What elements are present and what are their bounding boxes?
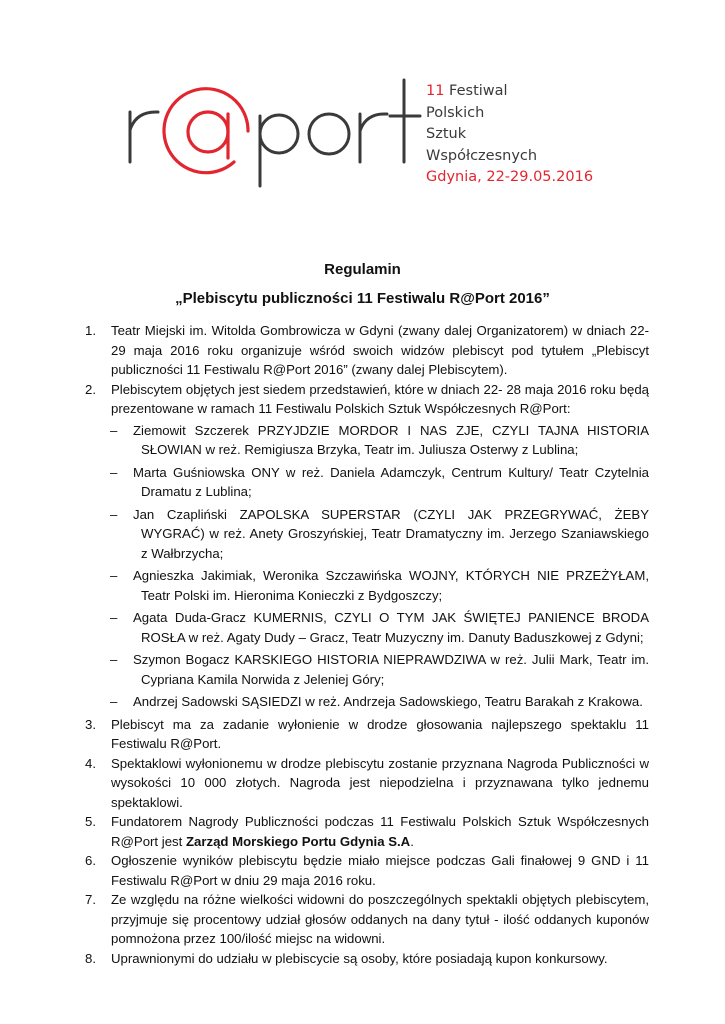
list-item [85, 812, 649, 851]
item-text: Fundatorem Nagrody Publiczności podczas 11 Festiwalu Polskich Sztuk Współczesnych R@Port jest [111, 814, 649, 849]
item-number: 2. [85, 381, 96, 397]
item-number: 8. [85, 950, 96, 966]
list-item [85, 949, 649, 969]
festival-line-4: Współczesnych [426, 147, 538, 164]
item-text-end: . [410, 833, 414, 849]
festival-number: 11 [426, 83, 445, 99]
dash-marker: – [110, 422, 118, 438]
festival-word: Festiwal [444, 83, 508, 99]
festival-line-1 [426, 81, 593, 103]
festival-info [426, 81, 593, 189]
item-number: 5. [85, 814, 96, 829]
item-number: 3. [85, 716, 96, 732]
regulations-list [85, 321, 649, 968]
list-item [85, 715, 649, 754]
item-number: 7. [85, 892, 96, 907]
play-item [111, 566, 649, 605]
list-item [85, 321, 649, 380]
item-text: Ogłoszenie wyników plebiscytu będzie miało miejsce podczas Gali finałowej 9 GND i 11 Festiwalu R@Port w dniu 29 maja 2016 roku. [111, 853, 649, 888]
list-item [85, 754, 649, 813]
raport-logo [124, 76, 424, 188]
item-number: 4. [85, 755, 96, 771]
item-text: Plebiscyt ma za zadanie wyłonienie w drodze głosowania najlepszego spektaklu 11 Festiwalu R@Port. [111, 716, 649, 751]
play-text: Agata Duda-Gracz KUMERNIS, CZYLI O TYM JAK ŚWIĘTEJ PANIENCE BRODA ROSŁA w reż. Agaty Dudy – Gracz, Teatr Muzyczny im. Danuty Baduszkowej z Gdyni; [133, 610, 649, 645]
document-title: Regulamin [324, 261, 401, 278]
document-subtitle: „Plebiscytu publiczności 11 Festiwalu R@Port 2016” [175, 290, 550, 307]
dash-marker: – [110, 464, 118, 480]
item-text: Uprawnionymi do udziału w plebiscycie są osoby, które posiadają kupon konkursowy. [111, 950, 608, 966]
festival-line-2: Polskich [426, 104, 485, 121]
item-text: Plebiscytem objętych jest siedem przedstawień, które w dniach 22- 28 maja 2016 roku będą prezentowane w ramach 11 Festiwalu Polskich Sztuk Współczesnych R@Port: [111, 381, 649, 416]
item-text: Ze względu na różne wielkości widowni do poszczególnych spektakli objętych plebiscytem, przyjmuje się procentowy udział głosów oddanych na dany tytuł - ilość oddanych kuponów pomnożona przez 100/ilość miejsc na widowni. [111, 892, 649, 946]
dash-marker: – [110, 694, 118, 709]
dash-marker: – [110, 568, 118, 583]
festival-line-3: Sztuk [426, 126, 467, 142]
item-text: Teatr Miejski im. Witolda Gombrowicza w Gdyni (zwany dalej Organizatorem) w dniach 22-29 maja 2016 roku organizuje wśród swoich widzów plebiscyt pod tytułem „Plebiscyt publiczności 11 Festiwalu R@Port 2016” (zwany dalej Plebiscytem). [111, 323, 649, 377]
play-item [111, 463, 649, 502]
list-item [85, 380, 649, 712]
dash-marker: – [110, 610, 118, 625]
play-item [111, 505, 649, 564]
play-text: Ziemowit Szczerek PRZYJDZIE MORDOR I NAS ZJE, CZYLI TAJNA HISTORIA SŁOWIAN w reż. Remigiusza Brzyka, Teatr im. Juliusza Osterwy z Lublina; [133, 422, 649, 457]
play-text: Andrzej Sadowski SĄSIEDZI w reż. Andrzeja Sadowskiego, Teatru Barakah z Krakowa. [133, 694, 643, 709]
play-item [111, 692, 649, 712]
item-number: 1. [85, 323, 96, 338]
play-item [111, 421, 649, 460]
plays-list [111, 421, 649, 712]
sponsor-name: Zarząd Morskiego Portu Gdynia S.A [185, 833, 411, 849]
list-item [85, 851, 649, 890]
play-text: Agnieszka Jakimiak, Weronika Szczawińska WOJNY, KTÓRYCH NIE PRZEŻYŁAM, Teatr Polski im. Hieronima Konieczki z Bydgoszczy; [133, 568, 649, 603]
item-number: 6. [85, 853, 96, 868]
play-text: Szymon Bogacz KARSKIEGO HISTORIA NIEPRAWDZIWA w reż. Julii Mark, Teatr im. Cypriana Kamila Norwida z Jeleniej Góry; [133, 652, 649, 687]
dash-marker: – [110, 506, 118, 522]
festival-dates: Gdynia, 22-29.05.2016 [426, 169, 594, 185]
play-text: Marta Guśniowska ONY w reż. Daniela Adamczyk, Centrum Kultury/ Teatr Czytelnia Dramatu z Lublina; [133, 464, 649, 499]
item-text: Spektaklowi wyłonionemu w drodze plebiscytu zostanie przyznana Nagroda Publiczności w wysokości 10 000 złotych. Nagroda jest niepodzielna i przyznawana tylko jednemu spektaklowi. [111, 755, 649, 810]
regulations-body [85, 321, 649, 968]
play-item [111, 608, 649, 647]
play-item [111, 650, 649, 689]
play-text: Jan Czapliński ZAPOLSKA SUPERSTAR (CZYLI JAK PRZEGRYWAĆ, ŻEBY WYGRAĆ) w reż. Anety Groszyńskiej, Teatr Dramatyczny im. Jerzego Szaniawskiego z Wałbrzycha; [133, 506, 649, 561]
dash-marker: – [110, 652, 118, 667]
list-item [85, 890, 649, 949]
